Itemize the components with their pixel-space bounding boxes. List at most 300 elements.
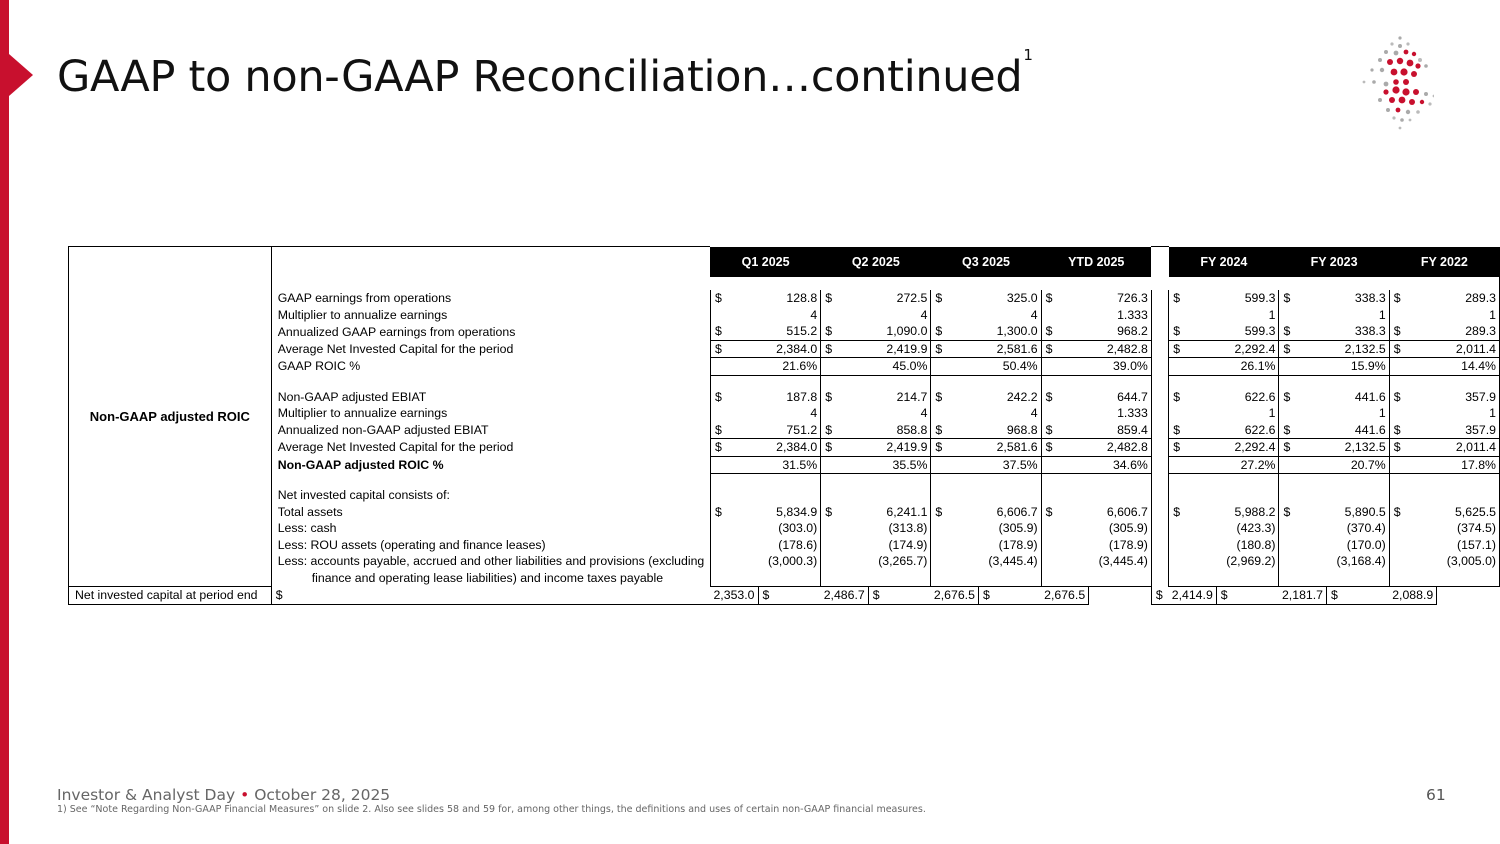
value-cell: 45.0% bbox=[868, 358, 931, 376]
dollar-sign bbox=[710, 375, 758, 389]
value-cell bbox=[868, 487, 931, 504]
logo-dot bbox=[1403, 79, 1409, 85]
dollar-sign: $ bbox=[1045, 504, 1053, 519]
value-cell: 37.5% bbox=[978, 456, 1041, 474]
dollar-sign bbox=[821, 520, 869, 537]
value-cell: 2,088.9 bbox=[1389, 587, 1437, 605]
value-cell bbox=[758, 375, 821, 389]
value-cell bbox=[1216, 570, 1279, 587]
table-row bbox=[69, 537, 1500, 554]
row-label bbox=[271, 474, 710, 488]
dollar-sign bbox=[1389, 358, 1437, 376]
dollar-sign bbox=[1041, 487, 1089, 504]
dollar-sign bbox=[1389, 487, 1437, 504]
footnote: 1) See “Note Regarding Non-GAAP Financial Measures” on slide 2. Also see slides 58 and 59 for, among other things, the definitions and uses of certain non-GAAP financial measures. bbox=[57, 804, 926, 815]
title-arrow-marker bbox=[9, 54, 33, 96]
value-cell bbox=[1216, 375, 1279, 389]
value-cell: 5,988.2 bbox=[1216, 504, 1279, 521]
logo-dot bbox=[1402, 88, 1409, 95]
dollar-sign: $ bbox=[1169, 439, 1217, 457]
dollar-sign bbox=[1279, 307, 1327, 324]
dollar-sign bbox=[1041, 405, 1089, 422]
dollar-sign bbox=[710, 456, 758, 474]
logo-dot bbox=[1404, 50, 1409, 55]
value-cell: 4 bbox=[758, 307, 821, 324]
header-row bbox=[69, 247, 1500, 278]
logo-dot bbox=[1392, 86, 1399, 93]
logo-dot bbox=[1378, 98, 1382, 102]
value-cell: 1.333 bbox=[1089, 405, 1152, 422]
value-cell: 644.7 bbox=[1089, 389, 1152, 406]
row-label: GAAP earnings from operations bbox=[271, 290, 710, 307]
dollar-sign bbox=[821, 358, 869, 376]
value-cell: 2,581.6 bbox=[978, 439, 1041, 457]
dollar-sign bbox=[1279, 553, 1327, 570]
column-header: YTD 2025 bbox=[1041, 247, 1151, 278]
value-cell: 441.6 bbox=[1327, 389, 1390, 406]
dollar-sign: $ bbox=[935, 389, 943, 404]
logo-dot bbox=[1384, 82, 1389, 87]
value-cell: 39.0% bbox=[1089, 358, 1152, 376]
value-cell bbox=[1216, 487, 1279, 504]
value-cell: 6,606.7 bbox=[1089, 504, 1152, 521]
dollar-sign: $ bbox=[710, 340, 758, 358]
dollar-sign bbox=[931, 537, 979, 554]
value-cell: (423.3) bbox=[1216, 520, 1279, 537]
row-label: Net invested capital consists of: bbox=[271, 487, 710, 504]
value-cell: 2,384.0 bbox=[758, 439, 821, 457]
logo-dot bbox=[1407, 60, 1414, 67]
dollar-sign: $ bbox=[1393, 389, 1401, 404]
value-cell: (180.8) bbox=[1216, 537, 1279, 554]
dollar-sign: $ bbox=[1169, 389, 1217, 406]
value-cell: 1 bbox=[1437, 405, 1500, 422]
column-header: FY 2024 bbox=[1169, 247, 1279, 278]
row-label: Multiplier to annualize earnings bbox=[271, 405, 710, 422]
starburst-logo-icon bbox=[1350, 32, 1434, 132]
logo-dot bbox=[1413, 89, 1419, 95]
dollar-sign bbox=[1169, 358, 1217, 376]
value-cell: 214.7 bbox=[868, 389, 931, 406]
value-cell: (305.9) bbox=[1089, 520, 1152, 537]
value-cell bbox=[1327, 474, 1390, 488]
value-cell: 2,486.7 bbox=[821, 587, 869, 605]
dollar-sign: $ bbox=[1283, 504, 1291, 519]
logo-dot bbox=[1384, 50, 1388, 54]
value-cell bbox=[978, 375, 1041, 389]
value-cell: 599.3 bbox=[1216, 323, 1279, 340]
value-cell bbox=[1089, 487, 1152, 504]
logo-dot bbox=[1411, 71, 1417, 77]
value-cell: 2,011.4 bbox=[1437, 340, 1500, 358]
logo-dot bbox=[1383, 89, 1388, 94]
dollar-sign: $ bbox=[710, 290, 758, 307]
dollar-sign bbox=[1279, 537, 1327, 554]
value-cell: 128.8 bbox=[758, 290, 821, 307]
value-cell bbox=[1089, 570, 1152, 587]
dollar-sign: $ bbox=[935, 504, 943, 519]
row-label: finance and operating lease liabilities) and income taxes payable bbox=[271, 570, 710, 587]
value-cell: 242.2 bbox=[978, 389, 1041, 406]
dollar-sign bbox=[931, 553, 979, 570]
value-cell: (178.9) bbox=[1089, 537, 1152, 554]
value-cell bbox=[868, 570, 931, 587]
dollar-sign: $ bbox=[978, 587, 1041, 605]
value-cell: 2,676.5 bbox=[1041, 587, 1089, 605]
column-header: Q1 2025 bbox=[710, 247, 820, 278]
logo-dot bbox=[1424, 64, 1428, 68]
row-label: Annualized non-GAAP adjusted EBIAT bbox=[271, 422, 710, 439]
page-title: GAAP to non-GAAP Reconciliation…continued$^1$ bbox=[57, 46, 1033, 102]
value-cell: (313.8) bbox=[868, 520, 931, 537]
value-cell bbox=[758, 487, 821, 504]
value-cell: 2,132.5 bbox=[1327, 340, 1390, 358]
value-cell: 6,241.1 bbox=[868, 504, 931, 521]
dollar-sign: $ bbox=[710, 323, 758, 340]
value-cell: 968.8 bbox=[978, 422, 1041, 439]
table-row bbox=[69, 520, 1500, 537]
dollar-sign bbox=[1389, 520, 1437, 537]
row-label: Less: cash bbox=[271, 520, 710, 537]
value-cell bbox=[978, 487, 1041, 504]
dollar-sign bbox=[1041, 537, 1089, 554]
dollar-sign: $ bbox=[1283, 389, 1291, 404]
row-label: Multiplier to annualize earnings bbox=[271, 307, 710, 324]
table-row bbox=[69, 587, 1500, 605]
dollar-sign: $ bbox=[931, 340, 979, 358]
dollar-sign: $ bbox=[1216, 587, 1279, 605]
value-cell: 4 bbox=[868, 405, 931, 422]
dollar-sign: $ bbox=[1169, 422, 1217, 439]
value-cell: 5,834.9 bbox=[758, 504, 821, 521]
logo-dot bbox=[1398, 36, 1401, 39]
value-cell: 2,676.5 bbox=[931, 587, 979, 605]
logo-dot bbox=[1391, 69, 1398, 76]
logo-dot bbox=[1380, 68, 1384, 72]
row-label: Total assets bbox=[271, 504, 710, 521]
dollar-sign bbox=[1169, 375, 1217, 389]
row-label: Net invested capital at period end bbox=[69, 587, 272, 605]
dollar-sign: $ bbox=[1393, 504, 1401, 519]
logo-dot bbox=[1397, 58, 1403, 64]
value-cell: 14.4% bbox=[1437, 358, 1500, 376]
value-cell: 1,090.0 bbox=[868, 323, 931, 340]
column-header: Q3 2025 bbox=[931, 247, 1041, 278]
table-row bbox=[69, 290, 1500, 307]
dollar-sign bbox=[710, 358, 758, 376]
value-cell: 622.6 bbox=[1216, 422, 1279, 439]
dollar-sign: $ bbox=[1169, 290, 1217, 307]
logo-dot bbox=[1370, 68, 1373, 71]
value-cell: 20.7% bbox=[1327, 456, 1390, 474]
logo-dot bbox=[1399, 97, 1406, 104]
value-cell: (178.9) bbox=[978, 537, 1041, 554]
value-cell: 1 bbox=[1216, 405, 1279, 422]
dollar-sign: $ bbox=[1041, 422, 1089, 439]
dollar-sign bbox=[931, 487, 979, 504]
dollar-sign bbox=[1279, 375, 1327, 389]
logo-dot bbox=[1420, 100, 1424, 104]
dollar-sign bbox=[821, 537, 869, 554]
table-row bbox=[69, 570, 1500, 587]
dollar-sign: $ bbox=[1279, 422, 1327, 439]
dollar-sign bbox=[1041, 375, 1089, 389]
logo-dot bbox=[1398, 44, 1402, 48]
value-cell: 15.9% bbox=[1327, 358, 1390, 376]
dollar-sign: $ bbox=[935, 291, 943, 306]
value-cell bbox=[758, 570, 821, 587]
value-cell: 325.0 bbox=[978, 290, 1041, 307]
dollar-sign: $ bbox=[931, 323, 979, 340]
dollar-sign bbox=[1389, 307, 1437, 324]
dollar-sign: $ bbox=[1045, 389, 1053, 404]
dollar-sign: $ bbox=[1169, 323, 1217, 340]
value-cell: 2,419.9 bbox=[868, 439, 931, 457]
dollar-sign bbox=[821, 487, 869, 504]
dollar-sign bbox=[1279, 358, 1327, 376]
logo-dot bbox=[1406, 110, 1410, 114]
dollar-sign bbox=[1041, 474, 1089, 488]
table-row bbox=[69, 307, 1500, 324]
value-cell: 1 bbox=[1327, 405, 1390, 422]
row-label: GAAP ROIC % bbox=[271, 358, 710, 376]
column-header: FY 2022 bbox=[1389, 247, 1499, 278]
value-cell: (3,000.3) bbox=[758, 553, 821, 570]
dollar-sign: $ bbox=[821, 422, 869, 439]
value-cell: (2,969.2) bbox=[1216, 553, 1279, 570]
dollar-sign bbox=[821, 553, 869, 570]
dollar-sign: $ bbox=[1041, 439, 1089, 457]
table-row bbox=[69, 504, 1500, 521]
dollar-sign: $ bbox=[1389, 340, 1437, 358]
logo-dot bbox=[1372, 80, 1376, 84]
logo-dot bbox=[1399, 127, 1402, 130]
table-row bbox=[69, 389, 1500, 406]
table-row bbox=[69, 340, 1500, 358]
dollar-sign: $ bbox=[758, 587, 821, 605]
dollar-sign bbox=[931, 307, 979, 324]
value-cell bbox=[978, 474, 1041, 488]
dollar-sign: $ bbox=[1279, 340, 1327, 358]
value-cell: 2,581.6 bbox=[978, 340, 1041, 358]
reconciliation-table bbox=[68, 246, 1500, 605]
dollar-sign bbox=[1279, 474, 1327, 488]
value-cell: 4 bbox=[978, 307, 1041, 324]
value-cell bbox=[1089, 474, 1152, 488]
value-cell: 2,414.9 bbox=[1169, 587, 1217, 605]
dollar-sign bbox=[1169, 537, 1217, 554]
dollar-sign bbox=[931, 456, 979, 474]
logo-dot bbox=[1400, 68, 1407, 75]
dollar-sign: $ bbox=[1041, 340, 1089, 358]
dollar-sign bbox=[1041, 456, 1089, 474]
dollar-sign bbox=[1279, 456, 1327, 474]
value-cell: 50.4% bbox=[978, 358, 1041, 376]
dollar-sign: $ bbox=[710, 422, 758, 439]
footer-event: Investor & Analyst Day • October 28, 2025 bbox=[57, 786, 391, 804]
logo-dot bbox=[1416, 110, 1420, 114]
spacer-row bbox=[69, 375, 1500, 389]
value-cell: 2,353.0 bbox=[710, 587, 758, 605]
dollar-sign bbox=[710, 474, 758, 488]
value-cell: 357.9 bbox=[1437, 389, 1500, 406]
value-cell bbox=[1327, 487, 1390, 504]
row-label: Non-GAAP adjusted ROIC % bbox=[271, 456, 710, 474]
dollar-sign: $ bbox=[710, 389, 758, 406]
table-row bbox=[69, 456, 1500, 474]
dollar-sign bbox=[1041, 307, 1089, 324]
value-cell bbox=[758, 474, 821, 488]
logo-dot bbox=[1389, 97, 1395, 103]
value-cell: (303.0) bbox=[758, 520, 821, 537]
dollar-sign bbox=[1041, 520, 1089, 537]
dollar-sign: $ bbox=[825, 389, 833, 404]
dollar-sign: $ bbox=[821, 323, 869, 340]
logo-dot bbox=[1424, 92, 1428, 96]
dollar-sign bbox=[1169, 405, 1217, 422]
value-cell: 726.3 bbox=[1089, 290, 1152, 307]
dollar-sign bbox=[1279, 570, 1327, 587]
dollar-sign: $ bbox=[1389, 422, 1437, 439]
value-cell: 2,011.4 bbox=[1437, 439, 1500, 457]
value-cell bbox=[1437, 487, 1500, 504]
value-cell: 2,384.0 bbox=[758, 340, 821, 358]
value-cell: 1 bbox=[1327, 307, 1390, 324]
value-cell: 2,292.4 bbox=[1216, 439, 1279, 457]
value-cell: 27.2% bbox=[1216, 456, 1279, 474]
value-cell: 21.6% bbox=[758, 358, 821, 376]
table-row bbox=[69, 323, 1500, 340]
value-cell bbox=[1327, 570, 1390, 587]
dollar-sign bbox=[1169, 570, 1217, 587]
row-label: Average Net Invested Capital for the period bbox=[271, 439, 710, 457]
dollar-sign: $ bbox=[1279, 323, 1327, 340]
logo-dot bbox=[1409, 99, 1415, 105]
dollar-sign bbox=[931, 405, 979, 422]
value-cell bbox=[868, 474, 931, 488]
value-cell bbox=[1437, 474, 1500, 488]
value-cell: 26.1% bbox=[1216, 358, 1279, 376]
dollar-sign bbox=[710, 487, 758, 504]
value-cell: (178.6) bbox=[758, 537, 821, 554]
value-cell bbox=[1327, 375, 1390, 389]
value-cell: 441.6 bbox=[1327, 422, 1390, 439]
dollar-sign: $ bbox=[1283, 291, 1291, 306]
dollar-sign: $ bbox=[710, 504, 758, 521]
dollar-sign bbox=[931, 570, 979, 587]
title-footnote-mark: 1 bbox=[1023, 46, 1033, 64]
table-row bbox=[69, 439, 1500, 457]
dollar-sign bbox=[931, 358, 979, 376]
table-row bbox=[69, 405, 1500, 422]
value-cell: 6,606.7 bbox=[978, 504, 1041, 521]
logo-dot bbox=[1415, 63, 1420, 68]
column-header: FY 2023 bbox=[1279, 247, 1389, 278]
row-label: Non-GAAP adjusted EBIAT bbox=[271, 389, 710, 406]
value-cell: 31.5% bbox=[758, 456, 821, 474]
logo-dot bbox=[1433, 95, 1434, 98]
value-cell: 622.6 bbox=[1216, 389, 1279, 406]
value-cell: (3,265.7) bbox=[868, 553, 931, 570]
value-cell: 2,181.7 bbox=[1279, 587, 1327, 605]
value-cell: 5,625.5 bbox=[1437, 504, 1500, 521]
dollar-sign: $ bbox=[1169, 340, 1217, 358]
dollar-sign bbox=[821, 570, 869, 587]
value-cell: (157.1) bbox=[1437, 537, 1500, 554]
row-label: Less: accounts payable, accrued and other liabilities and provisions (excluding bbox=[271, 553, 710, 570]
dollar-sign: $ bbox=[821, 439, 869, 457]
table-row bbox=[69, 553, 1500, 570]
value-cell: (174.9) bbox=[868, 537, 931, 554]
dollar-sign: $ bbox=[1045, 291, 1053, 306]
dollar-sign: $ bbox=[1279, 439, 1327, 457]
row-label: Average Net Invested Capital for the period bbox=[271, 340, 710, 358]
value-cell bbox=[1216, 474, 1279, 488]
value-cell: 599.3 bbox=[1216, 290, 1279, 307]
logo-dot bbox=[1363, 81, 1366, 84]
value-cell: 515.2 bbox=[758, 323, 821, 340]
logo-dot bbox=[1392, 116, 1395, 119]
value-cell: 187.8 bbox=[758, 389, 821, 406]
dollar-sign bbox=[1279, 520, 1327, 537]
logo-dot bbox=[1418, 58, 1422, 62]
value-cell: (305.9) bbox=[978, 520, 1041, 537]
column-header: Q2 2025 bbox=[821, 247, 931, 278]
value-cell: 289.3 bbox=[1437, 290, 1500, 307]
value-cell: 34.6% bbox=[1089, 456, 1152, 474]
dollar-sign bbox=[1169, 307, 1217, 324]
logo-dot bbox=[1428, 102, 1431, 105]
dollar-sign: $ bbox=[1389, 323, 1437, 340]
value-cell bbox=[1437, 375, 1500, 389]
value-cell bbox=[1089, 375, 1152, 389]
dollar-sign bbox=[931, 474, 979, 488]
dollar-sign: $ bbox=[1169, 504, 1217, 521]
dollar-sign bbox=[931, 375, 979, 389]
dollar-sign bbox=[821, 307, 869, 324]
dollar-sign bbox=[1279, 487, 1327, 504]
table-row bbox=[69, 422, 1500, 439]
dollar-sign bbox=[931, 520, 979, 537]
dollar-sign bbox=[710, 405, 758, 422]
value-cell: 338.3 bbox=[1327, 290, 1390, 307]
dollar-sign: $ bbox=[1389, 439, 1437, 457]
value-cell: 272.5 bbox=[868, 290, 931, 307]
value-cell: 968.2 bbox=[1089, 323, 1152, 340]
table-row bbox=[69, 358, 1500, 376]
dollar-sign bbox=[821, 375, 869, 389]
dollar-sign bbox=[1041, 553, 1089, 570]
logo-dot bbox=[1390, 42, 1393, 45]
dollar-sign bbox=[1389, 456, 1437, 474]
logo-dot bbox=[1396, 108, 1401, 113]
dollar-sign bbox=[1389, 474, 1437, 488]
value-cell: 5,890.5 bbox=[1327, 504, 1390, 521]
value-cell: 2,482.8 bbox=[1089, 439, 1152, 457]
row-label: Annualized GAAP earnings from operations bbox=[271, 323, 710, 340]
dollar-sign bbox=[710, 553, 758, 570]
value-cell: (3,445.4) bbox=[978, 553, 1041, 570]
dollar-sign: $ bbox=[710, 439, 758, 457]
value-cell: 2,419.9 bbox=[868, 340, 931, 358]
logo-dot bbox=[1378, 58, 1382, 62]
value-cell: 1 bbox=[1216, 307, 1279, 324]
value-cell: 289.3 bbox=[1437, 323, 1500, 340]
value-cell: 4 bbox=[758, 405, 821, 422]
value-cell: 1 bbox=[1437, 307, 1500, 324]
value-cell: 1.333 bbox=[1089, 307, 1152, 324]
dollar-sign bbox=[1389, 553, 1437, 570]
